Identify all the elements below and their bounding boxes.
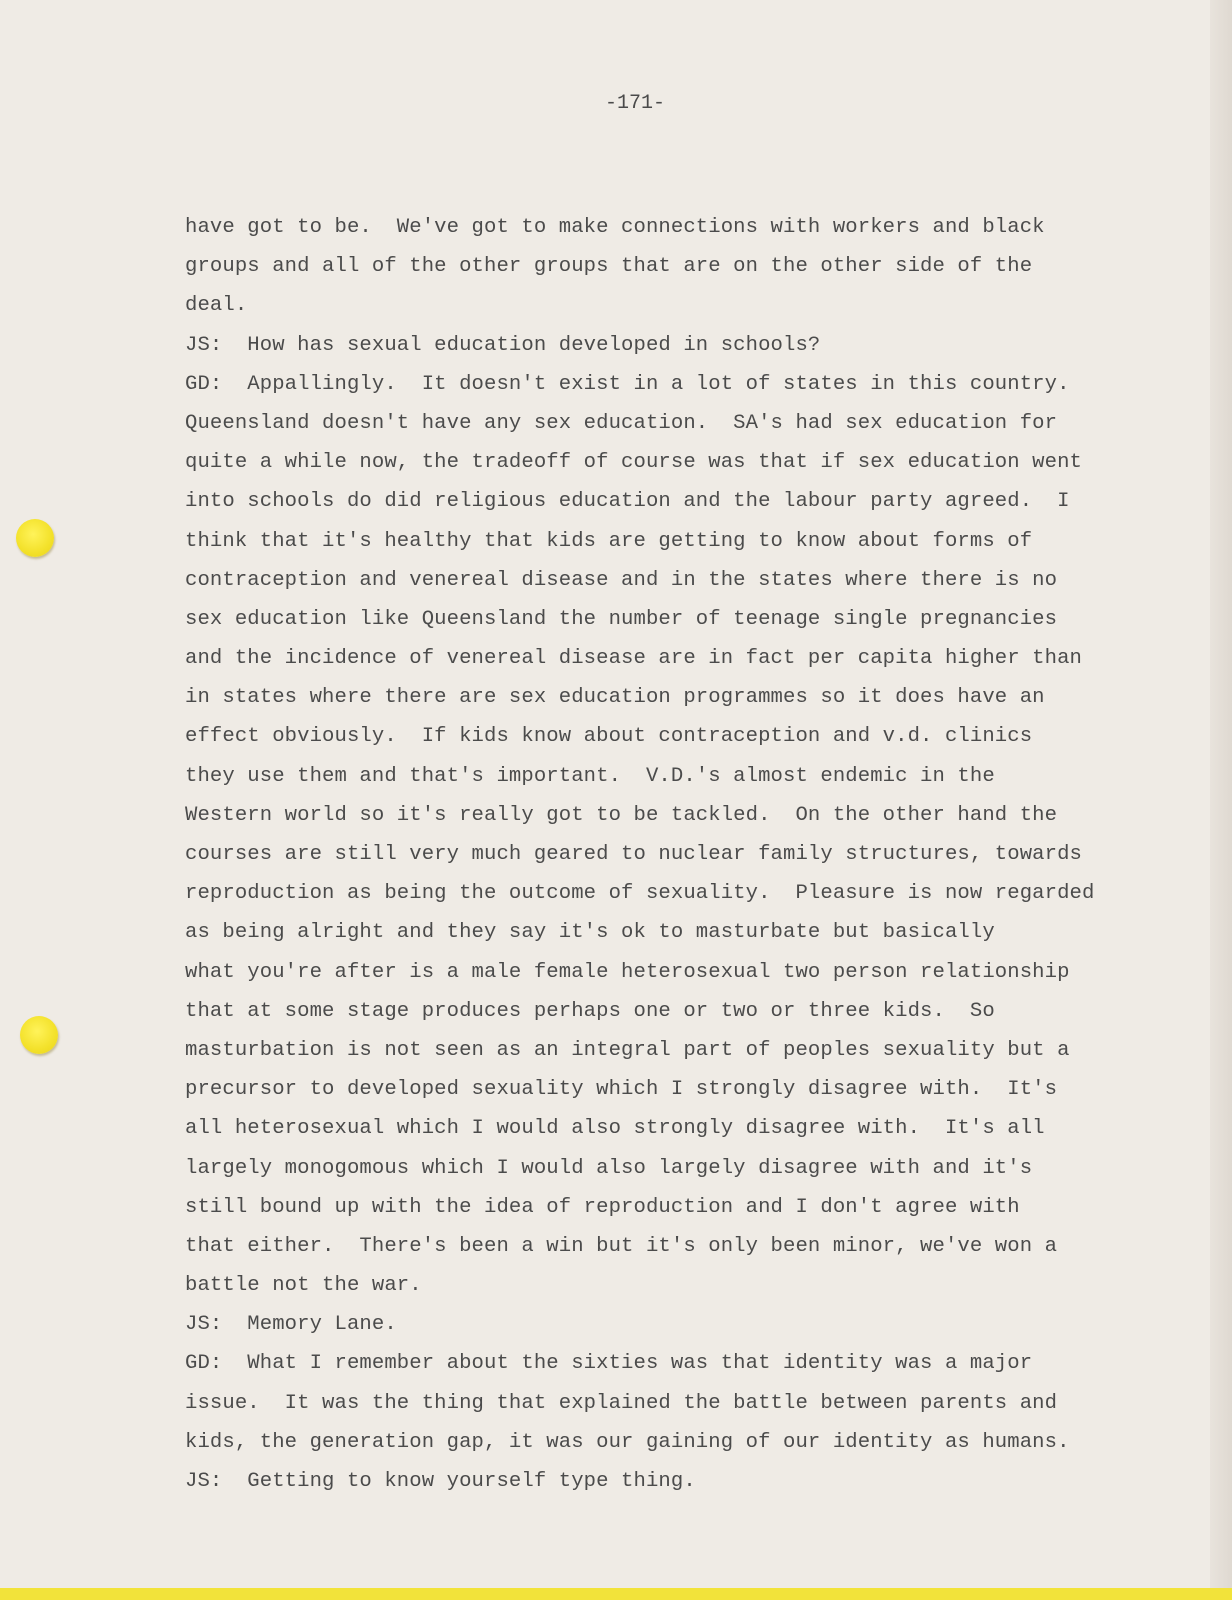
- text-line: effect obviously. If kids know about contraception and v.d. clinics: [185, 725, 1033, 749]
- text-line: JS: Getting to know yourself type thing.: [185, 1470, 696, 1493]
- text-line: what you're after is a male female heterosexual two person relationship: [185, 960, 1070, 984]
- text-line: sex education like Queensland the number of teenage single pregnancies: [185, 607, 1058, 631]
- text-line: still bound up with the idea of reproduction and I don't agree with: [185, 1195, 1020, 1219]
- text-line: they use them and that's important. V.D.'s almost endemic in the: [185, 764, 995, 788]
- text-line: battle not the war.: [185, 1274, 422, 1298]
- text-line: JS: How has sexual education developed in schools?: [185, 333, 821, 357]
- text-line: all heterosexual which I would also strongly disagree with. It's all: [185, 1117, 1045, 1141]
- text-line: and the incidence of venereal disease are in fact per capita higher than: [185, 647, 1082, 671]
- page-number: -171-: [604, 92, 665, 115]
- text-line: issue. It was the thing that explained the battle between parents and: [185, 1391, 1058, 1415]
- text-line: contraception and venereal disease and in the states where there is no: [185, 568, 1058, 592]
- text-line: precursor to developed sexuality which I strongly disagree with. It's: [185, 1078, 1058, 1102]
- text-line: that at some stage produces perhaps one or two or three kids. So: [185, 999, 995, 1023]
- page-edge: [1210, 0, 1232, 1588]
- text-line: quite a while now, the tradeoff of course was that if sex education went: [185, 451, 1082, 475]
- text-line: GD: What I remember about the sixties was that identity was a major: [185, 1352, 1033, 1376]
- text-line: largely monogomous which I would also largely disagree with and it's: [185, 1156, 1033, 1180]
- text-line: deal.: [185, 294, 248, 318]
- text-line: as being alright and they say it's ok to masturbate but basically: [185, 921, 995, 945]
- text-line: JS: Memory Lane.: [185, 1313, 397, 1337]
- text-line: courses are still very much geared to nuclear family structures, towards: [185, 843, 1082, 866]
- text-line: masturbation is not seen as an integral part of peoples sexuality but a: [185, 1038, 1070, 1062]
- text-line: that either. There's been a win but it's only been minor, we've won a: [185, 1234, 1058, 1258]
- text-line: GD: Appallingly. It doesn't exist in a lot of states in this country.: [185, 372, 1070, 396]
- text-line: reproduction as being the outcome of sexuality. Pleasure is now regarded: [185, 882, 1095, 906]
- bottom-edge-strip: [0, 1588, 1232, 1600]
- text-line: kids, the generation gap, it was our gaining of our identity as humans.: [185, 1430, 1070, 1454]
- binder-hole-marker: [16, 519, 54, 557]
- text-line: Western world so it's really got to be tackled. On the other hand the: [185, 803, 1058, 827]
- text-line: have got to be. We've got to make connections with workers and black: [185, 216, 1045, 239]
- transcript-body: [185, 208, 1145, 1501]
- binder-hole-marker: [20, 1016, 58, 1054]
- text-line: groups and all of the other groups that are on the other side of the: [185, 255, 1033, 279]
- text-line: think that it's healthy that kids are getting to know about forms of: [185, 529, 1033, 553]
- text-line: Queensland doesn't have any sex education. SA's had sex education for: [185, 411, 1058, 435]
- text-line: into schools do did religious education and the labour party agreed. I: [185, 490, 1070, 514]
- text-line: in states where there are sex education programmes so it does have an: [185, 686, 1045, 710]
